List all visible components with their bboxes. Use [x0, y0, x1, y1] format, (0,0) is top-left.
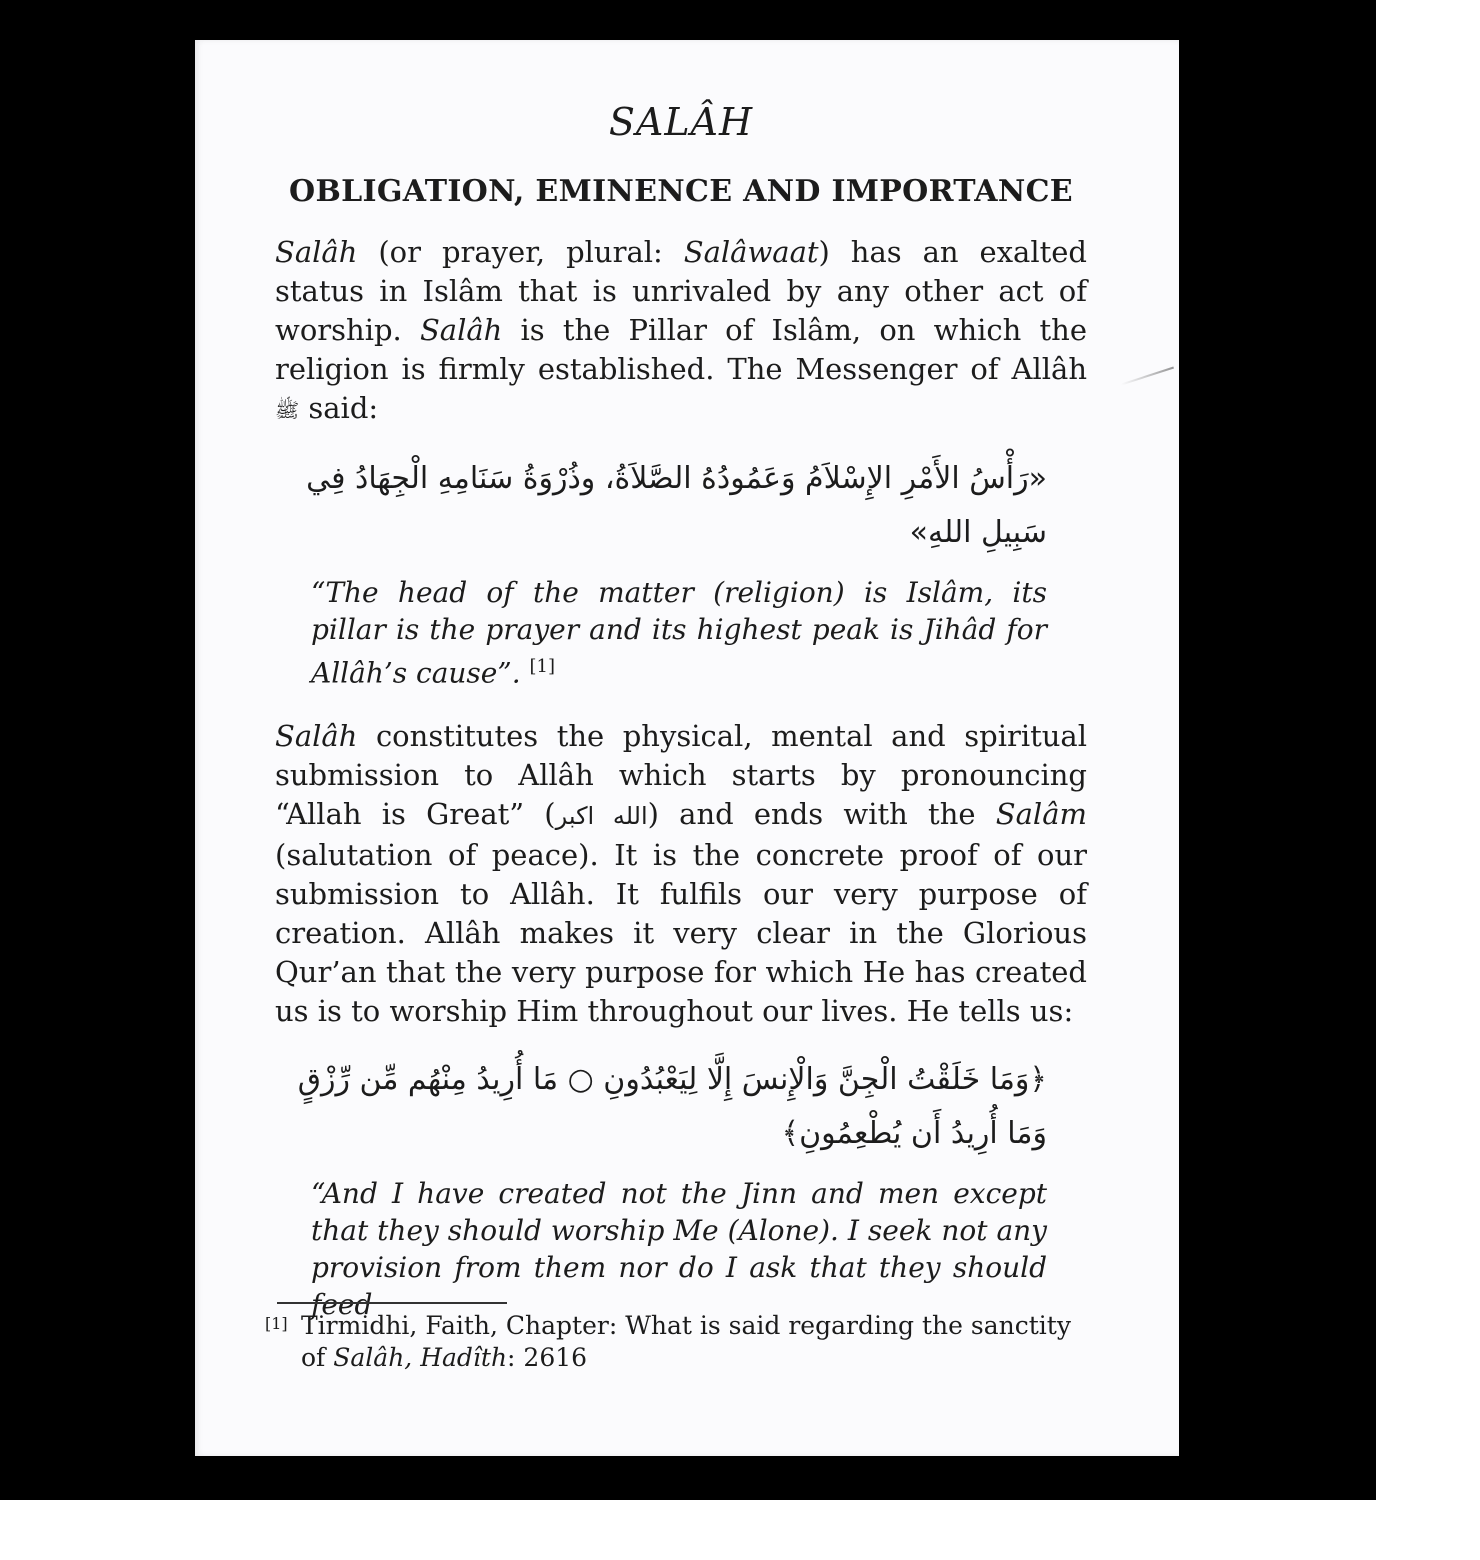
term-salawaat: Salâwaat [683, 235, 819, 269]
text: Tirmidhi, Faith, Chapter: What is said regarding the sanctity of [301, 1311, 1071, 1372]
footnote-divider [277, 1302, 507, 1304]
term-salah: Salâh [275, 718, 358, 753]
text: (or prayer, plural: [357, 235, 684, 269]
footnote-marker: [1] [265, 1314, 288, 1333]
text: “The head of the matter (religion) is Islâm, its pillar is the prayer and its highest peak is Jihâd for Allâh’s cause”. [311, 575, 1047, 689]
hadith-translation [311, 574, 1047, 691]
main-paragraph [275, 717, 1087, 1031]
verse-translation: “And I have created not the Jinn and men except that they should worship Me (Alone). I seek not any provision from them nor do I ask that they should feed [311, 1176, 1047, 1321]
book-page [195, 40, 1179, 1456]
text: (salutation of peace). It is the concrete proof of our submission to Allâh. It fulfils our very purpose of creation. Allâh makes it very clear in the Glorious Qur’an that the very purpose for which He has created us is to worship Him throughout our lives. He tells us: [275, 837, 1087, 1028]
pbuh-glyph: ﷺ [275, 397, 300, 422]
footnote-text [301, 1310, 1085, 1374]
intro-paragraph [275, 233, 1087, 430]
text: : 2616 [507, 1343, 588, 1372]
footnote [265, 1310, 1085, 1374]
text: ) and ends with the [647, 796, 996, 831]
footnote-reference: [1] [529, 655, 555, 677]
arabic-takbir: الله اكبر [555, 801, 648, 830]
page-content [275, 100, 1087, 1349]
term-salam: Salâm [995, 796, 1087, 831]
text: ) has an exalted status in Islâm that is unrivaled by any other act of worship. [275, 235, 1087, 347]
term-salah-hadith: Salâh, Hadîth [333, 1343, 508, 1372]
text: constitutes the physical, mental and spiritual submission to Allâh which starts by pronouncing “Allah is Great” ( [275, 718, 1087, 831]
arabic-verse: ﴿وَمَا خَلَقْتُ الْجِنَّ وَالْإِنسَ إِلَّا لِيَعْبُدُونِ ○ مَا أُرِيدُ مِنْهُم مِّن رِّزْقٍ وَمَا أُرِيدُ أَن يُطْعِمُونِ﴾ [297, 1061, 1047, 1151]
scan-mark [1121, 367, 1174, 386]
term-salah: Salâh [419, 313, 503, 347]
term-salah: Salâh [275, 235, 358, 269]
text: is the Pillar of Islâm, on which the religion is firmly established. The Messenger of Allâh [275, 313, 1087, 386]
text: said: [299, 391, 379, 425]
section-title: OBLIGATION, EMINENCE AND IMPORTANCE [289, 174, 1073, 209]
arabic-hadith: «رَأْسُ الأَمْرِ الإِسْلاَمُ وَعَمُودُهُ الصَّلاَةُ، وذُرْوَةُ سَنَامِهِ الْجِهَادُ فِي سَبِيلِ اللهِ» [306, 460, 1047, 550]
book-title: SALÂH [608, 100, 754, 144]
